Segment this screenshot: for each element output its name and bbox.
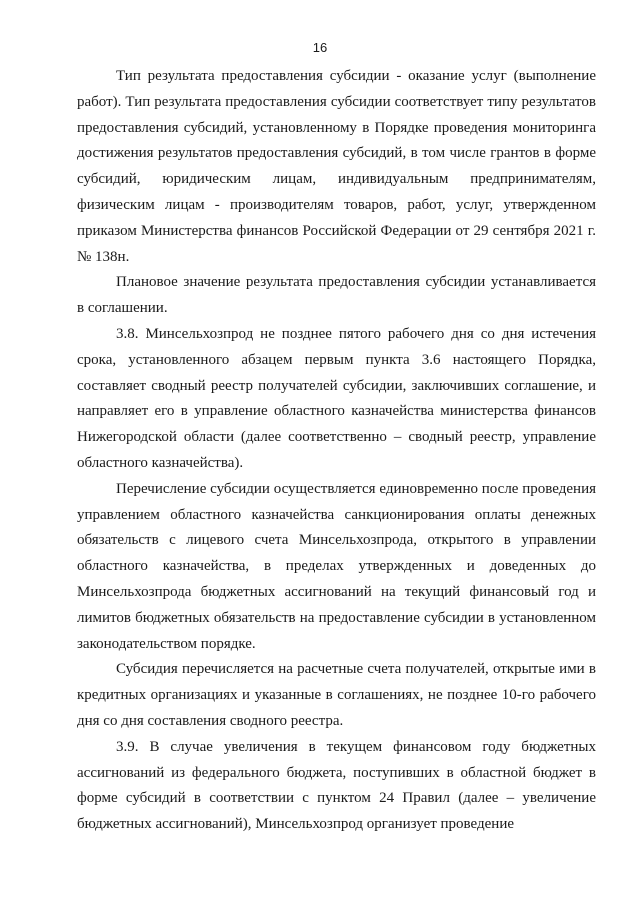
document-body [77, 64, 596, 838]
paragraph-3-8: 3.8. Минсельхозпрод не позднее пятого рабочего дня со дня истечения срока, установленного абзацем первым пункта 3.6 настоящего Порядка, составляет сводный реестр получателей субсидии, заключивших соглашение, и направляет его в управление областного казначейства министерства финансов Нижегородской области (далее соответственно – сводный реестр, управление областного казначейства). [77, 325, 596, 471]
paragraph-planned-value: Плановое значение результата предоставления субсидии устанавливается в соглашении. [77, 274, 596, 317]
page-number: 16 [312, 40, 328, 55]
paragraph-transfer: Перечисление субсидии осуществляется единовременно после проведения управлением областного казначейства санкционирования оплаты денежных обязательств с лицевого счета Минсельхозпрода, открытого в управлении областного казначейства, в пределах утвержденных и доведенных до Минсельхозпрода бюджетных ассигнований на текущий финансовый год и лимитов бюджетных обязательств на предоставление субсидии в установленном законодательством порядке. [77, 480, 596, 652]
paragraph-3-9: 3.9. В случае увеличения в текущем финансовом году бюджетных ассигнований из федерального бюджета, поступивших в областной бюджет в форме субсидий в соответствии с пунктом 24 Правил (далее – увеличение бюджетных ассигнований), Минсельхозпрод организует проведение [77, 738, 596, 833]
paragraph-settlement-accounts: Субсидия перечисляется на расчетные счета получателей, открытые ими в кредитных организациях и указанные в соглашениях, не позднее 10-го рабочего дня со дня составления сводного реестра. [77, 661, 596, 729]
paragraph-result-type: Тип результата предоставления субсидии - оказание услуг (выполнение работ). Тип результата предоставления субсидии соответствует типу результатов предоставления субсидий, установленному в Порядке проведения мониторинга достижения результатов предоставления субсидий, в том числе грантов в форме субсидий, юридическим лицам, индивидуальным предпринимателям, физическим лицам - производителям товаров, работ, услуг, утвержденном приказом Министерства финансов Российской Федерации от 29 сентября 2021 г. № 138н. [77, 68, 596, 265]
